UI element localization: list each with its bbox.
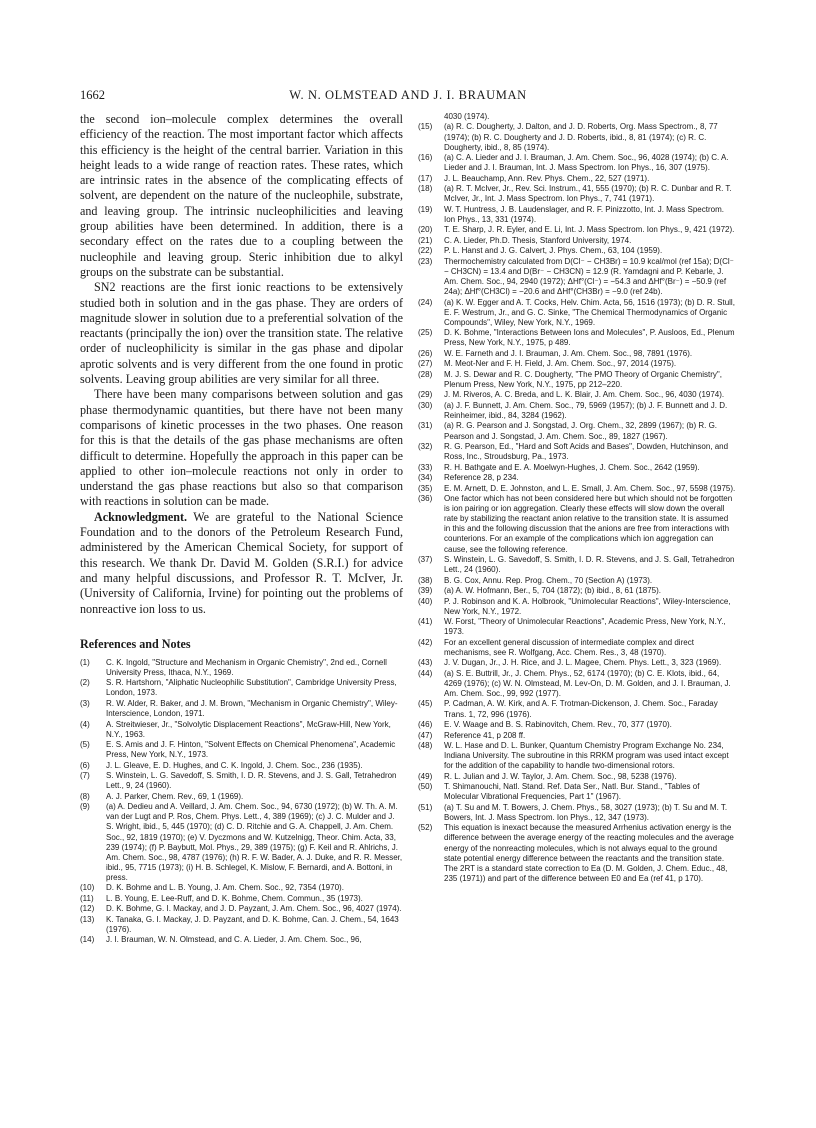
reference-item <box>418 823 736 884</box>
reference-item <box>80 699 403 719</box>
reference-number: (32) <box>418 442 433 452</box>
reference-item <box>418 236 736 246</box>
reference-item <box>80 761 403 771</box>
reference-text: W. E. Farneth and J. I. Brauman, J. Am. Chem. Soc., 98, 7891 (1976). <box>444 348 693 358</box>
reference-item <box>418 463 736 473</box>
reference-number: (5) <box>80 740 90 750</box>
reference-item <box>418 803 736 823</box>
reference-text: J. M. Riveros, A. C. Breda, and L. K. Blair, J. Am. Chem. Soc., 96, 4030 (1974). <box>444 390 725 400</box>
reference-number: (48) <box>418 741 433 750</box>
reference-item <box>418 205 736 225</box>
reference-number: (8) <box>80 791 90 801</box>
reference-number: (15) <box>418 122 433 132</box>
reference-item <box>418 494 736 555</box>
body-paragraph-1: the second ion–molecule complex determines the overall efficiency of the reaction. The most important factor which affects this efficiency is the height of the central barrier. Variation in this height leads to a wide range of reaction rates. These rates, which are intrinsic rates in the absence of the complicating effects of solvent, are dependent on the nature of the nucleophile, substrate, and leaving group. The intrinsic nucleophilicities and leaving group abilities have been determined. In addition, there is a secondary effect on the rates due to a coupling between the nucleophile and leaving group. Steric inhibition due to alkyl groups on the substrate can be substantial. <box>80 112 403 279</box>
reference-item <box>418 225 736 235</box>
reference-text: D. K. Bohme and L. B. Young, J. Am. Chem. Soc., 92, 7354 (1970). <box>106 883 344 893</box>
reference-number: (20) <box>418 225 433 235</box>
reference-number: (28) <box>418 369 433 379</box>
reference-text: A. J. Parker, Chem. Rev., 69, 1 (1969). <box>106 791 244 801</box>
page-header <box>80 88 736 106</box>
reference-item <box>80 740 403 760</box>
reference-item <box>80 771 403 791</box>
body-paragraph-2: SN2 reactions are the first ionic reactions to be extensively studied both in solution and in the gas phase. They are orders of magnitude slower in solution due to a preferential solvation of the reactants (principally the ion) over the transition state. The relative order of nucleophilicity is similar in the gas phase and dipolar aprotic solvents and is very different from the one found in protic solvents. Leaving group abilities are very similar for all three. <box>80 280 403 387</box>
reference-text: E. M. Arnett, D. E. Johnston, and L. E. Small, J. Am. Chem. Soc., 97, 5598 (1975). <box>444 483 736 493</box>
reference-text: J. I. Brauman, W. N. Olmstead, and C. A. Lieder, J. Am. Chem. Soc., 96, <box>106 935 362 945</box>
reference-text: E. V. Waage and B. S. Rabinovitch, Chem. Rev., 70, 377 (1970). <box>444 720 672 730</box>
reference-text: (a) R. G. Pearson and J. Songstad, J. Org. Chem., 32, 2899 (1967); (b) R. G. Pearson and J. Songstad, J. Am. Chem. Soc., 89, 1827 (1967). <box>444 421 718 441</box>
reference-text: This equation is inexact because the measured Arrhenius activation energy is the difference between the average energy of the reacting molecules and the average energy of the nonreacting molecules, which is not always equal to the ground state potential energy difference between the reactants and the transition state. The 2RT is a standard state correction to Ea (D. M. Golden, J. Chem. Educ., 48, 235 (1971)) and part of the difference between E0 and Ea (ref 41, p 170). <box>444 823 734 883</box>
reference-number: (35) <box>418 483 433 493</box>
right-column <box>418 112 736 884</box>
reference-item <box>418 184 736 204</box>
reference-item <box>418 586 736 596</box>
reference-number: (37) <box>418 555 433 565</box>
reference-item <box>418 669 736 699</box>
reference-number: (17) <box>418 173 433 183</box>
acknowledgment-text: We are grateful to the National Science Foundation and to the donors of the Petroleum Research Fund, administered by the American Chemical Society, for support of this research. We thank Dr. David M. Golden (S.R.I.) for advice and many helpful discussions, and Professor R. T. McIver, Jr. (University of California, Irvine) for pointing out the problems of nonreactive ion loss to us. <box>80 509 403 616</box>
reference-text: (a) T. Su and M. T. Bowers, J. Chem. Phys., 58, 3027 (1973); (b) T. Su and M. T. Bowers, Int. J. Mass Spectrom. Ion Phys., 12, 347 (1973). <box>444 802 728 822</box>
reference-number: (46) <box>418 720 433 730</box>
reference-text: (a) S. E. Buttrill, Jr., J. Chem. Phys., 52, 6174 (1970); (b) C. E. Klots, ibid., 64, 4269 (1976); (c) W. N. Olmstead, M. Lev-On, D. M. Golden, and J. I. Brauman, J. Am. Chem. Soc., 99, 992 (1977). <box>444 668 731 698</box>
reference-number: (33) <box>418 462 433 472</box>
reference-continuation: 4030 (1974). <box>444 112 490 121</box>
reference-item <box>418 122 736 152</box>
reference-number: (41) <box>418 617 433 627</box>
reference-item <box>80 792 403 802</box>
reference-item <box>418 576 736 586</box>
reference-item <box>80 904 403 914</box>
reference-number: (50) <box>418 782 433 792</box>
reference-text: C. A. Lieder, Ph.D. Thesis, Stanford University, 1974. <box>444 235 632 245</box>
reference-text: (a) A. Dedieu and A. Veillard, J. Am. Chem. Soc., 94, 6730 (1972); (b) W. Th. A. M. van der Lugt and P. Ros, Chem. Phys. Lett., 4, 389 (1969); (c) J. C. Mulder and J. S. Wright, ibid., 5, 445 (1970); (d) C. D. Ritchie and G. A. Chappell, J. Am. Chem. Soc., 92, 1819 (1970); (e) V. Dyczmons and W. Kutzelnigg, Theor. Chim. Acta, 33, 239 (1974); (f) P. Baybutt, Mol. Phys., 29, 389 (1975); (g) F. Keil and R. Ahlrichs, J. Am. Chem. Soc., 98, 4787 (1976); (h) R. F. W. Bader, A. J. Duke, and R. R. Messer, ibid., 95, 7715 (1973); (i) H. B. Schlegel, K. Mislow, F. Bernardi, and A. Bottoni, in press. <box>106 802 403 882</box>
reference-item <box>418 370 736 390</box>
reference-item <box>418 720 736 730</box>
reference-number: (6) <box>80 760 90 770</box>
reference-text: B. G. Cox, Annu. Rep. Prog. Chem., 70 (Section A) (1973). <box>444 575 653 585</box>
reference-item <box>418 442 736 462</box>
reference-number: (39) <box>418 586 433 596</box>
reference-text: (a) C. A. Lieder and J. I. Brauman, J. Am. Chem. Soc., 96, 4028 (1974); (b) C. A. Lieder and J. I. Brauman, Int. J. Mass Spectrom. Ion Phys., 16, 307 (1975). <box>444 153 729 173</box>
references-list-right <box>418 122 736 883</box>
reference-item <box>418 617 736 637</box>
running-title: W. N. OLMSTEAD AND J. I. BRAUMAN <box>289 88 527 102</box>
reference-number: (19) <box>418 204 433 214</box>
reference-text: R. H. Bathgate and E. A. Moelwyn-Hughes, J. Chem. Soc., 2642 (1959). <box>444 462 700 472</box>
reference-number: (10) <box>80 883 95 893</box>
reference-text: For an excellent general discussion of intermediate complex and direct mechanisms, see R. Wolfgang, Acc. Chem. Res., 3, 48 (1970). <box>444 637 694 657</box>
reference-number: (52) <box>418 823 433 833</box>
reference-item <box>418 473 736 483</box>
reference-number: (11) <box>80 893 94 903</box>
reference-number: (25) <box>418 328 433 338</box>
reference-number: (3) <box>80 698 90 708</box>
reference-text: R. W. Alder, R. Baker, and J. M. Brown, "Mechanism in Organic Chemistry", Wiley-Interscience, London, 1971. <box>106 698 398 719</box>
reference-number: (18) <box>418 184 433 194</box>
reference-number: (44) <box>418 668 433 678</box>
reference-number: (12) <box>80 904 95 914</box>
body-paragraph-3: There have been many comparisons between solution and gas phase thermodynamic quantities, but there have not been many comparisons of kinetic processes in the two phases. One reason for this is that the details of the gas phase mechanisms are often difficult to determine. Hopefully the approach in this paper can be applied to other ion–molecule reactions not only in order to understand the gas phase reactions but also so that comparison with reactions in solution can be made. <box>80 387 403 509</box>
reference-text: R. G. Pearson, Ed., "Hard and Soft Acids and Bases", Dowden, Hutchinson, and Ross, Inc., Stroudsburg, Pa., 1973. <box>444 442 729 462</box>
reference-number: (26) <box>418 348 433 358</box>
reference-number: (13) <box>80 914 95 924</box>
reference-number: (14) <box>80 935 95 945</box>
reference-text: J. L. Gleave, E. D. Hughes, and C. K. Ingold, J. Chem. Soc., 236 (1935). <box>106 760 363 770</box>
reference-item <box>80 894 403 904</box>
reference-text: K. Tanaka, G. I. Mackay, J. D. Payzant, and D. K. Bohme, Can. J. Chem., 54, 1643 (1976). <box>106 914 399 934</box>
reference-item <box>418 772 736 782</box>
reference-number: (38) <box>418 575 433 585</box>
reference-item <box>418 731 736 741</box>
reference-item <box>80 802 403 883</box>
reference-text: W. L. Hase and D. L. Bunker, Quantum Chemistry Program Exchange No. 234, Indiana University. The subroutine in this RRKM program was used intact except for the addition of the capability to handle two-dimensional rotors. <box>444 741 729 771</box>
reference-item <box>418 390 736 400</box>
reference-text: P. L. Hanst and J. G. Calvert, J. Phys. Chem., 63, 104 (1959). <box>444 246 663 256</box>
reference-number: (45) <box>418 699 433 709</box>
reference-text: P. J. Robinson and K. A. Holbrook, "Unimolecular Reactions", Wiley-Interscience, New York, N.Y., 1972. <box>444 596 731 616</box>
reference-number: (4) <box>80 719 90 729</box>
reference-number: (22) <box>418 246 433 256</box>
reference-number: (43) <box>418 658 433 668</box>
reference-text: (a) K. W. Egger and A. T. Cocks, Helv. Chim. Acta, 56, 1516 (1973); (b) D. R. Stull, E. F. Westrum, Jr., and G. C. Sinke, "The Chemical Thermodynamics of Organic Compounds", Wiley, New York, N.Y., 1969. <box>444 297 735 327</box>
reference-number: (47) <box>418 730 433 740</box>
reference-item <box>418 359 736 369</box>
reference-number: (21) <box>418 235 433 245</box>
reference-text: E. S. Amis and J. F. Hinton, "Solvent Effects on Chemical Phenomena", Academic Press, New York, N.Y., 1973. <box>106 740 396 760</box>
reference-text: D. K. Bohme, G. I. Mackay, and J. D. Payzant, J. Am. Chem. Soc., 96, 4027 (1974). <box>106 904 402 914</box>
reference-text: D. K. Bohme, "Interactions Between Ions and Molecules", P. Ausloos, Ed., Plenum Press, New York, N.Y., 1975, p 489. <box>444 328 735 348</box>
reference-number: (31) <box>418 421 433 431</box>
reference-number: (7) <box>80 771 90 781</box>
reference-text: (a) R. T. McIver, Jr., Rev. Sci. Instrum., 41, 555 (1970); (b) R. C. Dunbar and R. T. McIver, Jr., Int. J. Mass Spectrom. Ion Phys., 7, 741 (1971). <box>444 184 732 204</box>
reference-number: (42) <box>418 637 433 647</box>
reference-number: (1) <box>80 657 90 667</box>
reference-item <box>418 246 736 256</box>
reference-number: (40) <box>418 596 433 606</box>
reference-item <box>418 555 736 575</box>
reference-item <box>80 935 403 945</box>
reference-text: T. Shimanouchi, Natl. Stand. Ref. Data Ser., Natl. Bur. Stand., "Tables of Molecular Vibrational Frequencies, Part 1" (1967). <box>444 782 700 802</box>
reference-number: (30) <box>418 400 433 410</box>
acknowledgment <box>80 510 403 617</box>
reference-number: (34) <box>418 473 433 483</box>
reference-text: L. B. Young, E. Lee-Ruff, and D. K. Bohme, Chem. Commun., 35 (1973). <box>106 893 363 903</box>
left-column <box>80 112 403 946</box>
reference-text: A. Streitwieser, Jr., "Solvolytic Displacement Reactions", McGraw-Hill, New York, N.Y., 1963. <box>106 719 391 739</box>
reference-number: (16) <box>418 153 433 163</box>
reference-text: One factor which has not been considered here but which should not be forgotten is ion pairing or ion aggregation. Clearly these effects will slow down the overall rate by stabilizing the reactant anion relative to the transition state. It is assumed in this and the following discussion that the anions are free from interactions with counterions. For an example of the complications which ion aggregation can cause, see the following reference. <box>444 494 733 554</box>
reference-text: T. E. Sharp, J. R. Eyler, and E. Li, Int. J. Mass Spectrom. Ion Phys., 9, 421 (1972). <box>444 225 735 235</box>
reference-item <box>418 328 736 348</box>
reference-text: P. Cadman, A. W. Kirk, and A. F. Trotman-Dickenson, J. Chem. Soc., Faraday Trans. 1, 72, 996 (1976). <box>444 699 718 719</box>
reference-number: (23) <box>418 256 433 266</box>
reference-item <box>418 257 736 297</box>
reference-text: R. L. Julian and J. W. Taylor, J. Am. Chem. Soc., 98, 5238 (1976). <box>444 771 677 781</box>
reference-number: (51) <box>418 802 433 812</box>
reference-item <box>418 658 736 668</box>
reference-item <box>418 174 736 184</box>
page-number: 1662 <box>80 88 105 102</box>
reference-text: (a) J. F. Bunnett, J. Am. Chem. Soc., 79, 5969 (1957); (b) J. F. Bunnett and J. D. Reinheimer, ibid., 84, 3284 (1962). <box>444 400 728 420</box>
reference-item <box>418 638 736 658</box>
references-heading: References and Notes <box>80 636 191 651</box>
reference-item <box>418 699 736 719</box>
reference-item <box>80 915 403 935</box>
reference-text: Thermochemistry calculated from D(Cl⁻ − CH3Br) = 10.9 kcal/mol (ref 15a); D(Cl⁻ − CH3CN) = 13.4 and D(Br⁻ − CH3CN) = 12.9 (R. Yamdagni and P. Kebarle, J. Am. Chem. Soc., 94, 2940 (1972); ΔHf°(Cl⁻) = −54.3 and ΔHf°(Br⁻) = −50.9 (ref 24a); ΔHf°(CH3Cl) = −20.6 and ΔHf°(CH3Br) = −9.0 (ref 24b). <box>444 256 734 297</box>
reference-text: (a) R. C. Dougherty, J. Dalton, and J. D. Roberts, Org. Mass Spectrom., 8, 77 (1974); (b) R. C. Dougherty and J. D. Roberts, ibid., 8, 81 (1974); (c) R. C. Dougherty, ibid., 8, 85 (1974). <box>444 122 718 152</box>
reference-item <box>418 401 736 421</box>
references-list-left <box>80 658 403 946</box>
reference-text: M. J. S. Dewar and R. C. Dougherty, "The PMO Theory of Organic Chemistry", Plenum Press, New York, N.Y., 1975, pp 212–220. <box>444 369 722 389</box>
reference-text: M. Meot-Ner and F. H. Field, J. Am. Chem. Soc., 97, 2014 (1975). <box>444 359 677 369</box>
reference-item <box>80 678 403 698</box>
reference-text: J. V. Dugan, Jr., J. H. Rice, and J. L. Magee, Chem. Phys. Lett., 3, 323 (1969). <box>444 658 722 668</box>
reference-item <box>418 349 736 359</box>
reference-item <box>418 484 736 494</box>
reference-item <box>418 597 736 617</box>
reference-item <box>80 658 403 678</box>
reference-text: W. Forst, "Theory of Unimolecular Reactions", Academic Press, New York, N.Y., 1973. <box>444 617 726 637</box>
reference-item <box>80 883 403 893</box>
reference-text: W. T. Huntress, J. B. Laudenslager, and R. F. Pinizzotto, Int. J. Mass Spectrom. Ion Phys., 13, 331 (1974). <box>444 204 724 224</box>
reference-number: (9) <box>80 802 90 812</box>
reference-text: S. Winstein, L. G. Savedoff, S. Smith, I. D. R. Stevens, and J. S. Gall, Tetrahedron Lett., 24 (1960). <box>444 555 735 575</box>
reference-text: (a) A. W. Hofmann, Ber., 5, 704 (1872); (b) ibid., 8, 61 (1875). <box>444 586 661 596</box>
reference-text: S. R. Hartshorn, "Aliphatic Nucleophilic Substitution", Cambridge University Press, London, 1973. <box>106 678 397 698</box>
reference-number: (49) <box>418 771 433 781</box>
reference-text: S. Winstein, L. G. Savedoff, S. Smith, I. D. R. Stevens, and J. S. Gall, Tetrahedron Lett., 9, 24 (1960). <box>106 771 397 791</box>
reference-item <box>418 782 736 802</box>
reference-item <box>80 720 403 740</box>
reference-item <box>418 421 736 441</box>
reference-item <box>418 741 736 771</box>
reference-item <box>418 153 736 173</box>
reference-number: (36) <box>418 494 433 504</box>
acknowledgment-heading: Acknowledgment. <box>94 509 188 524</box>
reference-number: (29) <box>418 390 433 400</box>
reference-number: (24) <box>418 297 433 307</box>
reference-text: C. K. Ingold, "Structure and Mechanism in Organic Chemistry", 2nd ed., Cornell University Press, Ithaca, N.Y., 1969. <box>106 657 387 677</box>
reference-number: (2) <box>80 678 90 688</box>
reference-item <box>418 298 736 328</box>
reference-number: (27) <box>418 359 433 369</box>
reference-text: Reference 41, p 208 ff. <box>444 730 526 740</box>
reference-text: J. L. Beauchamp, Ann. Rev. Phys. Chem., 22, 527 (1971). <box>444 173 650 183</box>
reference-text: Reference 28, p 234. <box>444 473 519 483</box>
